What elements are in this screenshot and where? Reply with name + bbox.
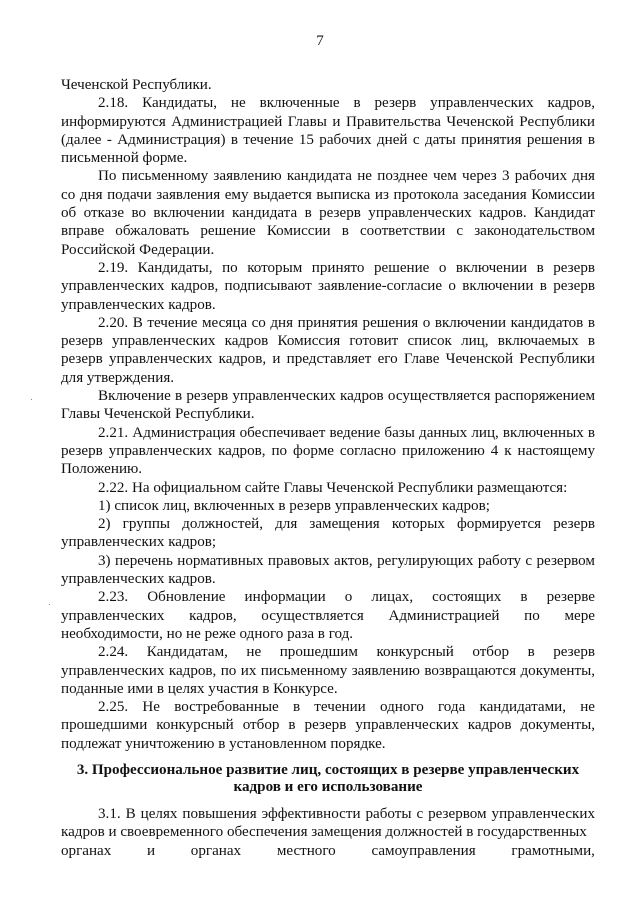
last-line-word: органах	[61, 842, 112, 859]
scan-speck	[31, 399, 32, 400]
paragraph-2-25: 2.25. Не востребованные в течении одного года кандидатами, не прошедшими конкурсный отбор в резерв управленческих кадров документы, подлежат уничтожению в установленном порядке.	[61, 699, 595, 752]
list-item-2: 2) группы должностей, для замещения которых формируется резерв управленческих кадров;	[61, 516, 595, 551]
section-heading-line-1: 3. Профессиональное развитие лиц, состоящих в резерве управленческих	[76, 761, 580, 778]
section-heading	[61, 762, 595, 796]
paragraph-2-21: 2.21. Администрация обеспечивает ведение базы данных лиц, включенных в резерв управленческих кадров, по форме согласно приложению 4 к настоящему Положению.	[61, 424, 595, 478]
last-line-word: органах	[190, 842, 242, 859]
scan-speck	[49, 604, 50, 605]
paragraph-3-1-last-line	[61, 842, 595, 860]
last-line-word: самоуправления	[371, 842, 476, 859]
section-heading-line-2: кадров и его использование	[233, 778, 423, 795]
last-line-word: местного	[276, 842, 336, 859]
list-item-1: 1) список лиц, включенных в резерв управленческих кадров;	[98, 497, 490, 514]
paragraph-continuation: Чеченской Республики.	[61, 77, 212, 93]
paragraph-2-20: 2.20. В течение месяца со дня принятия решения о включении кандидатов в резерв управленческих кадров Комиссия готовит список лиц, включаемых в резерв управленческих кадров, и представляет его Главе Чеченской Республики для утверждения.	[61, 314, 595, 386]
page-number: 7	[316, 33, 324, 49]
paragraph-written-request: По письменному заявлению кандидата не позднее чем через 3 рабочих дня со дня подачи заявления ему выдается выписка из протокола заседания Комиссии об отказе во включении кандидата в резерв управленческих кадров. Кандидат вправе обжаловать решение Комиссии в соответствии с законодательством Российской Федерации.	[61, 168, 595, 258]
paragraph-3-1: 3.1. В целях повышения эффективности работы с резервом управленческих кадров и своевременного обеспечения замещения должностей в государственных	[61, 805, 595, 841]
last-line-word: грамотными,	[511, 842, 595, 859]
last-line-word: и	[147, 842, 156, 859]
paragraph-2-18: 2.18. Кандидаты, не включенные в резерв управленческих кадров, информируются Администрацией Главы и Правительства Чеченской Республики (далее - Администрация) в течение 15 рабочих дней с даты принятия решения в письменной форме.	[61, 95, 595, 167]
paragraph-inclusion-order: Включение в резерв управленческих кадров осуществляется распоряжением Главы Чеченской Республики.	[61, 388, 595, 423]
list-item-3: 3) перечень нормативных правовых актов, регулирующих работу с резервом управленческих кадров.	[61, 552, 595, 588]
paragraph-2-19: 2.19. Кандидаты, по которым принято решение о включении в резерв управленческих кадров, подписывают заявление-согласие о включении в резерв управленческих кадров.	[61, 259, 595, 313]
paragraph-2-23: 2.23. Обновление информации о лицах, состоящих в резерве управленческих кадров, осуществляется Администрацией по мере необходимости, но не реже одного раза в год.	[61, 589, 595, 642]
paragraph-2-24: 2.24. Кандидатам, не прошедшим конкурсный отбор в резерв управленческих кадров, по их письменному заявлению возвращаются документы, поданные ими в целях участия в Конкурсе.	[61, 644, 595, 697]
paragraph-2-22: 2.22. На официальном сайте Главы Чеченской Республики размещаются:	[98, 479, 568, 496]
document-body	[61, 76, 595, 860]
